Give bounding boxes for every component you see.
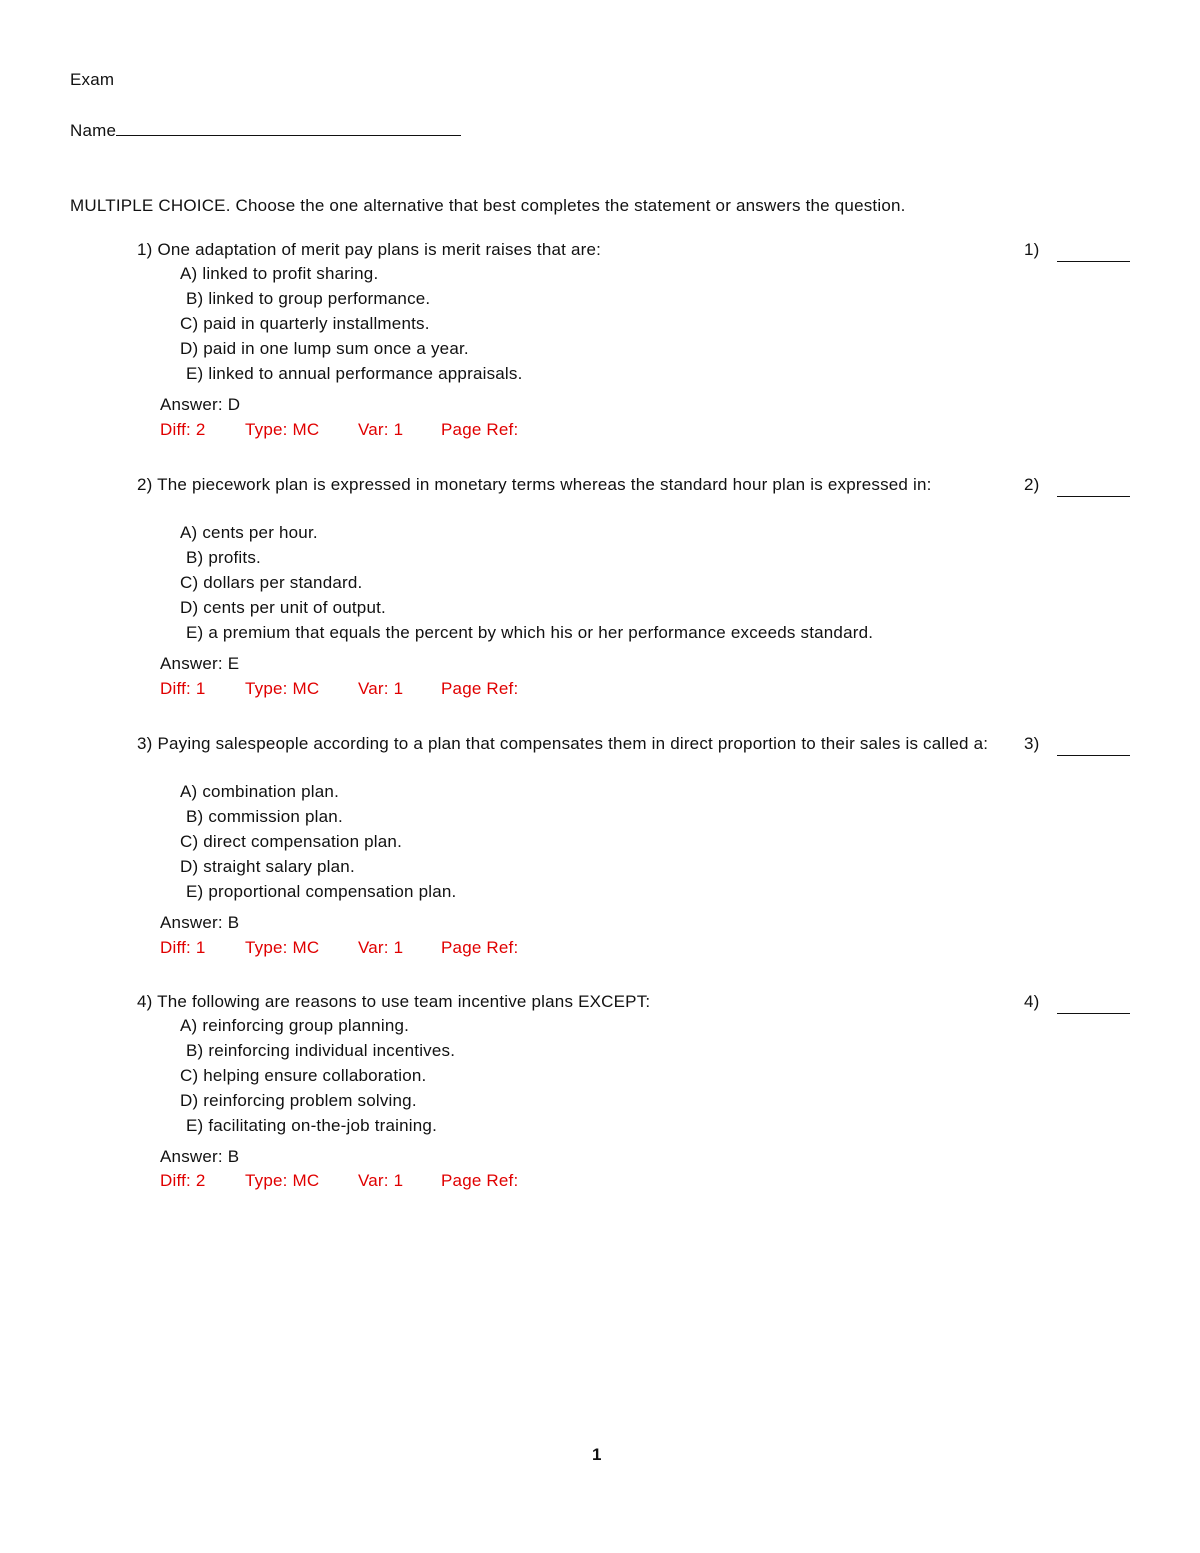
diff-label: Diff: 1: [160, 938, 206, 957]
var-label: Var: 1: [358, 420, 404, 439]
diff-label: Diff: 2: [160, 420, 206, 439]
var-label: Var: 1: [358, 679, 404, 698]
diff-label: Diff: 2: [160, 1171, 206, 1190]
choice-letter: B): [186, 807, 204, 826]
choice-letter: D): [180, 339, 199, 358]
question-text: The piecework plan is expressed in monetary terms whereas the standard hour plan is expressed in:: [157, 475, 932, 494]
page-ref-label: Page Ref:: [441, 1171, 519, 1190]
choice-text: facilitating on-the-job training.: [208, 1116, 438, 1135]
choice-c[interactable]: [180, 1066, 426, 1086]
choice-letter: A): [180, 523, 198, 542]
choice-letter: A): [180, 1016, 198, 1035]
choice-letter: C): [180, 314, 199, 333]
answer-blank-number: 4): [1024, 992, 1040, 1011]
answer-key: Answer: E: [160, 654, 240, 673]
choice-c[interactable]: [180, 832, 402, 852]
section-instructions: MULTIPLE CHOICE. Choose the one alternative that best completes the statement or answers the question.: [70, 196, 906, 215]
choice-letter: C): [180, 832, 199, 851]
question-text: One adaptation of merit pay plans is merit raises that are:: [157, 240, 602, 259]
answer-blank-line[interactable]: [1057, 755, 1130, 756]
choice-a[interactable]: [180, 1016, 409, 1036]
choice-e[interactable]: [186, 623, 873, 643]
choice-text: paid in one lump sum once a year.: [203, 339, 469, 358]
var-label: Var: 1: [358, 1171, 404, 1190]
choice-d[interactable]: [180, 857, 355, 877]
answer-blank-line[interactable]: [1057, 261, 1130, 262]
choice-text: cents per hour.: [202, 523, 318, 542]
choice-letter: E): [186, 1116, 204, 1135]
choice-text: direct compensation plan.: [203, 832, 403, 851]
answer-key: Answer: B: [160, 1147, 240, 1166]
choice-letter: D): [180, 1091, 199, 1110]
choice-letter: C): [180, 573, 199, 592]
choice-b[interactable]: [186, 1041, 455, 1061]
type-label: Type: MC: [245, 938, 320, 957]
choice-letter: C): [180, 1066, 199, 1085]
choice-text: reinforcing individual incentives.: [208, 1041, 456, 1060]
question-number: 1): [137, 240, 153, 259]
answer-blank-line[interactable]: [1057, 1013, 1130, 1014]
choice-letter: E): [186, 364, 204, 383]
choice-letter: A): [180, 264, 198, 283]
choice-text: straight salary plan.: [203, 857, 355, 876]
choice-d[interactable]: [180, 1091, 417, 1111]
choice-letter: D): [180, 857, 199, 876]
choice-text: dollars per standard.: [203, 573, 363, 592]
choice-text: combination plan.: [202, 782, 339, 801]
question-number: 4): [137, 992, 153, 1011]
choice-text: paid in quarterly installments.: [203, 314, 430, 333]
question-stem: [137, 238, 1020, 262]
choice-d[interactable]: [180, 598, 386, 618]
question-number: 2): [137, 475, 153, 494]
choice-text: linked to profit sharing.: [202, 264, 379, 283]
diff-label: Diff: 1: [160, 679, 206, 698]
type-label: Type: MC: [245, 1171, 320, 1190]
question-stem: [137, 990, 1020, 1014]
exam-title: Exam: [70, 70, 115, 89]
page-ref-label: Page Ref:: [441, 679, 519, 698]
choice-letter: A): [180, 782, 198, 801]
choice-text: helping ensure collaboration.: [203, 1066, 427, 1085]
choice-e[interactable]: [186, 882, 456, 902]
answer-blank-number: 1): [1024, 240, 1040, 259]
choice-letter: D): [180, 598, 199, 617]
page-ref-label: Page Ref:: [441, 420, 519, 439]
answer-blank-number: 2): [1024, 475, 1040, 494]
question-text: Paying salespeople according to a plan that compensates them in direct proportion to their sales is called a:: [157, 734, 989, 753]
choice-text: linked to annual performance appraisals.: [208, 364, 523, 383]
choice-letter: E): [186, 623, 204, 642]
choice-b[interactable]: [186, 289, 430, 309]
question-number: 3): [137, 734, 153, 753]
page-ref-label: Page Ref:: [441, 938, 519, 957]
choice-c[interactable]: [180, 573, 362, 593]
answer-blank-line[interactable]: [1057, 496, 1130, 497]
choice-letter: B): [186, 548, 204, 567]
choice-text: proportional compensation plan.: [208, 882, 457, 901]
choice-text: reinforcing group planning.: [202, 1016, 410, 1035]
name-label: Name: [70, 121, 117, 140]
page-number: 1: [592, 1445, 602, 1464]
name-field[interactable]: [70, 121, 461, 141]
choice-a[interactable]: [180, 264, 378, 284]
var-label: Var: 1: [358, 938, 404, 957]
name-blank-line[interactable]: [116, 121, 461, 136]
question-stem: [137, 473, 1020, 497]
choice-a[interactable]: [180, 782, 339, 802]
choice-d[interactable]: [180, 339, 469, 359]
answer-key: Answer: B: [160, 913, 240, 932]
question-text: The following are reasons to use team incentive plans EXCEPT:: [157, 992, 651, 1011]
choice-text: profits.: [208, 548, 261, 567]
choice-text: commission plan.: [208, 807, 343, 826]
choice-e[interactable]: [186, 1116, 437, 1136]
type-label: Type: MC: [245, 679, 320, 698]
choice-letter: B): [186, 289, 204, 308]
choice-text: linked to group performance.: [208, 289, 431, 308]
choice-text: a premium that equals the percent by which his or her performance exceeds standard.: [208, 623, 874, 642]
question-stem: [137, 732, 1020, 756]
choice-b[interactable]: [186, 548, 261, 568]
choice-letter: B): [186, 1041, 204, 1060]
answer-blank-number: 3): [1024, 734, 1040, 753]
choice-a[interactable]: [180, 523, 318, 543]
choice-text: cents per unit of output.: [203, 598, 386, 617]
type-label: Type: MC: [245, 420, 320, 439]
choice-b[interactable]: [186, 807, 343, 827]
choice-letter: E): [186, 882, 204, 901]
choice-text: reinforcing problem solving.: [203, 1091, 417, 1110]
choice-c[interactable]: [180, 314, 430, 334]
choice-e[interactable]: [186, 364, 523, 384]
answer-key: Answer: D: [160, 395, 241, 414]
